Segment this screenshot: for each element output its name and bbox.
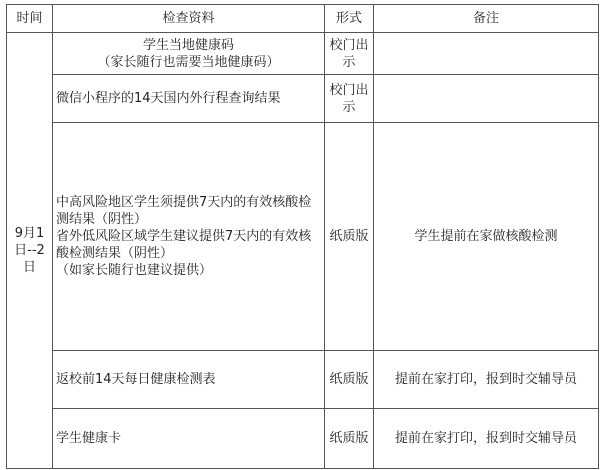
table-row — [7, 33, 599, 75]
inspection-materials-table — [6, 4, 599, 469]
remark-cell: 学生提前在家做核酸检测 — [374, 123, 599, 351]
material-line: 微信小程序的14天国内外行程查询结果 — [56, 91, 281, 106]
table-row — [7, 123, 599, 351]
material-cell — [53, 409, 325, 469]
time-cell: 9月1日--2日 — [7, 33, 53, 469]
header-row — [7, 5, 599, 33]
material-line: 学生健康卡 — [56, 431, 122, 446]
header-time: 时间 — [7, 5, 53, 33]
remark-cell: 提前在家打印，报到时交辅导员 — [374, 409, 599, 469]
form-cell: 校门出示 — [325, 33, 374, 75]
material-cell — [53, 123, 325, 351]
material-cell — [53, 33, 325, 75]
material-cell — [53, 75, 325, 123]
material-cell — [53, 351, 325, 409]
form-cell: 校门出示 — [325, 75, 374, 123]
material-line: 中高风险地区学生须提供7天内的有效核酸检测结果（阴性） — [56, 195, 312, 227]
remark-cell — [374, 33, 599, 75]
form-cell: 纸质版 — [325, 123, 374, 351]
remark-cell — [374, 75, 599, 123]
table-row — [7, 409, 599, 469]
header-form: 形式 — [325, 5, 374, 33]
material-line: （如家长随行也建议提供） — [56, 263, 213, 278]
material-line: （家长随行也需要当地健康码） — [97, 54, 280, 70]
table-row — [7, 75, 599, 123]
material-line: 学生当地健康码 — [142, 37, 234, 53]
material-line: 返校前14天每日健康检测表 — [56, 372, 216, 387]
form-cell: 纸质版 — [325, 351, 374, 409]
remark-cell: 提前在家打印，报到时交辅导员 — [374, 351, 599, 409]
header-remarks: 备注 — [374, 5, 599, 33]
form-cell: 纸质版 — [325, 409, 374, 469]
material-line: 省外低风险区域学生建议提供7天内的有效核酸检测结果（阴性） — [56, 229, 312, 261]
header-materials: 检查资料 — [53, 5, 325, 33]
table-row — [7, 351, 599, 409]
